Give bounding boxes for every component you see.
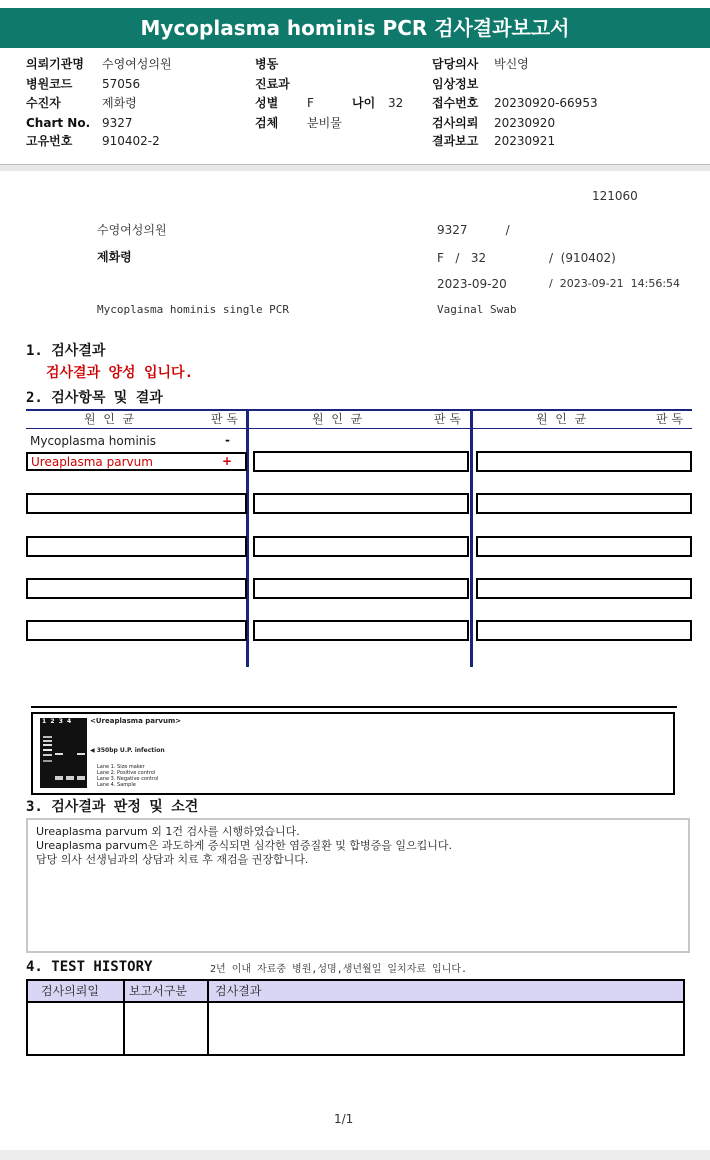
gel-bands-icon <box>40 718 87 788</box>
result-cell <box>476 451 692 472</box>
sheet-sex-age: F / 32 <box>437 251 487 265</box>
gel-legend-1: Lane 1. Size maker <box>97 764 145 770</box>
sheet-specimen: Vaginal Swab <box>437 303 517 316</box>
department-label: 진료과 <box>255 77 290 91</box>
sheet-code: 121060 <box>592 189 638 203</box>
report-date-label: 결과보고 <box>432 134 479 148</box>
receipt-no-value: 20230920-66953 <box>494 96 598 110</box>
history-col-divider-1 <box>123 981 125 1054</box>
hospital-code-label: 병원코드 <box>26 77 73 91</box>
hospital-label: 의뢰기관명 <box>26 57 84 71</box>
result-cell <box>476 578 692 599</box>
result-cell <box>476 493 692 514</box>
page-number: 1/1 <box>334 1112 354 1126</box>
comment-box <box>26 818 690 953</box>
sheet-chart: 9327 / <box>437 223 510 237</box>
patient-value: 제화령 <box>102 96 137 110</box>
comment-line-3: 담당 의사 선생님과의 상담과 치료 후 재검을 권장합니다. <box>36 853 309 866</box>
sheet-patient: 제화령 <box>97 250 132 264</box>
grid-header-line <box>26 428 692 429</box>
sex-value: F <box>307 96 314 110</box>
sheet-test-name: Mycoplasma hominis single PCR <box>97 303 290 316</box>
history-note: 2년 이내 자료중 병원,성명,생년월일 일치자료 입니다. <box>210 964 468 975</box>
doctor-value: 박신영 <box>494 57 529 71</box>
gel-top-line <box>31 706 677 708</box>
gel-lane-numbers: 1 2 3 4 <box>42 718 72 725</box>
clinical-info-label: 임상정보 <box>432 77 479 91</box>
report-date-value: 20230921 <box>494 134 556 148</box>
result-cell <box>253 493 469 514</box>
ward-label: 병동 <box>255 57 279 71</box>
specimen-value: 분비물 <box>307 116 342 130</box>
request-date-value: 20230920 <box>494 116 556 130</box>
header-separator <box>0 164 710 171</box>
col-header-pathogen-2: 원 인 균 <box>312 412 363 426</box>
result-cell <box>26 536 247 557</box>
item-name-2: Ureaplasma parvum <box>31 455 153 469</box>
history-col-divider-2 <box>207 981 209 1054</box>
gel-legend-3: Lane 3. Negative control <box>97 776 159 782</box>
hospital-value: 수영여성의원 <box>102 57 172 71</box>
age-value: 32 <box>388 96 404 110</box>
result-cell <box>253 620 469 641</box>
col-header-judge-3: 판 독 <box>656 412 683 426</box>
sheet-birth: / (910402) <box>549 251 616 265</box>
history-col-report-type: 보고서구분 <box>129 984 187 998</box>
item-result-2: + <box>222 454 233 468</box>
sheet-receive-date: 2023-09-20 <box>437 277 507 291</box>
positive-result-text: 검사결과 양성 입니다. <box>46 365 194 381</box>
doctor-label: 담당의사 <box>432 57 479 71</box>
hospital-code-value: 57056 <box>102 77 141 91</box>
sheet-hospital: 수영여성의원 <box>97 223 167 237</box>
result-cell <box>476 536 692 557</box>
specimen-label: 검체 <box>255 116 279 130</box>
report-title: Mycoplasma hominis PCR 검사결과보고서 <box>0 8 710 48</box>
result-cell <box>253 536 469 557</box>
result-cell <box>476 620 692 641</box>
item-name-1: Mycoplasma hominis <box>30 434 156 448</box>
gel-legend-2: Lane 2. Positive control <box>97 770 156 776</box>
sex-label: 성별 <box>255 96 279 110</box>
result-cell <box>26 578 247 599</box>
gel-legend-4: Lane 4. Sample <box>97 782 136 788</box>
result-cell <box>253 578 469 599</box>
comment-line-2: Ureaplasma parvum은 과도하게 증식되면 심각한 염증질환 및 합병증을 일으킵니다. <box>36 839 452 852</box>
gel-title: <Ureaplasma parvum> <box>90 717 182 725</box>
history-col-result: 검사결과 <box>215 984 262 998</box>
section4-title: 4. TEST HISTORY <box>26 959 153 975</box>
gel-electrophoresis-image <box>40 718 87 788</box>
receipt-no-label: 접수번호 <box>432 96 479 110</box>
result-cell <box>26 493 247 514</box>
section2-title: 2. 검사항목 및 결과 <box>26 390 163 406</box>
history-header-row <box>28 981 683 1003</box>
request-date-label: 검사의뢰 <box>432 116 479 130</box>
result-cell <box>253 451 469 472</box>
comment-line-1: Ureaplasma parvum 외 1건 검사를 시행하였습니다. <box>36 825 300 838</box>
col-header-judge-1: 판 독 <box>211 412 238 426</box>
col-header-pathogen-3: 원 인 균 <box>536 412 587 426</box>
result-cell <box>26 620 247 641</box>
gel-band-label: ◀ 350bp U.P. infection <box>90 747 165 754</box>
item-result-1: - <box>225 433 230 447</box>
gel-figure <box>31 712 675 795</box>
chart-no-value: 9327 <box>102 116 133 130</box>
col-header-pathogen-1: 원 인 균 <box>84 412 135 426</box>
col-header-judge-2: 판 독 <box>434 412 461 426</box>
unique-no-label: 고유번호 <box>26 134 73 148</box>
grid-divider-2 <box>470 409 473 667</box>
history-col-request-date: 검사의뢰일 <box>41 984 99 998</box>
patient-label: 수진자 <box>26 96 61 110</box>
section1-title: 1. 검사결과 <box>26 343 106 359</box>
age-label: 나이 <box>352 96 376 110</box>
history-table <box>26 979 685 1056</box>
viewer-bottom-strip <box>0 1150 710 1160</box>
section3-title: 3. 검사결과 판정 및 소견 <box>26 799 199 815</box>
sheet-report-datetime: / 2023-09-21 14:56:54 <box>549 277 681 290</box>
unique-no-value: 910402-2 <box>102 134 160 148</box>
chart-no-label: Chart No. <box>26 116 91 130</box>
